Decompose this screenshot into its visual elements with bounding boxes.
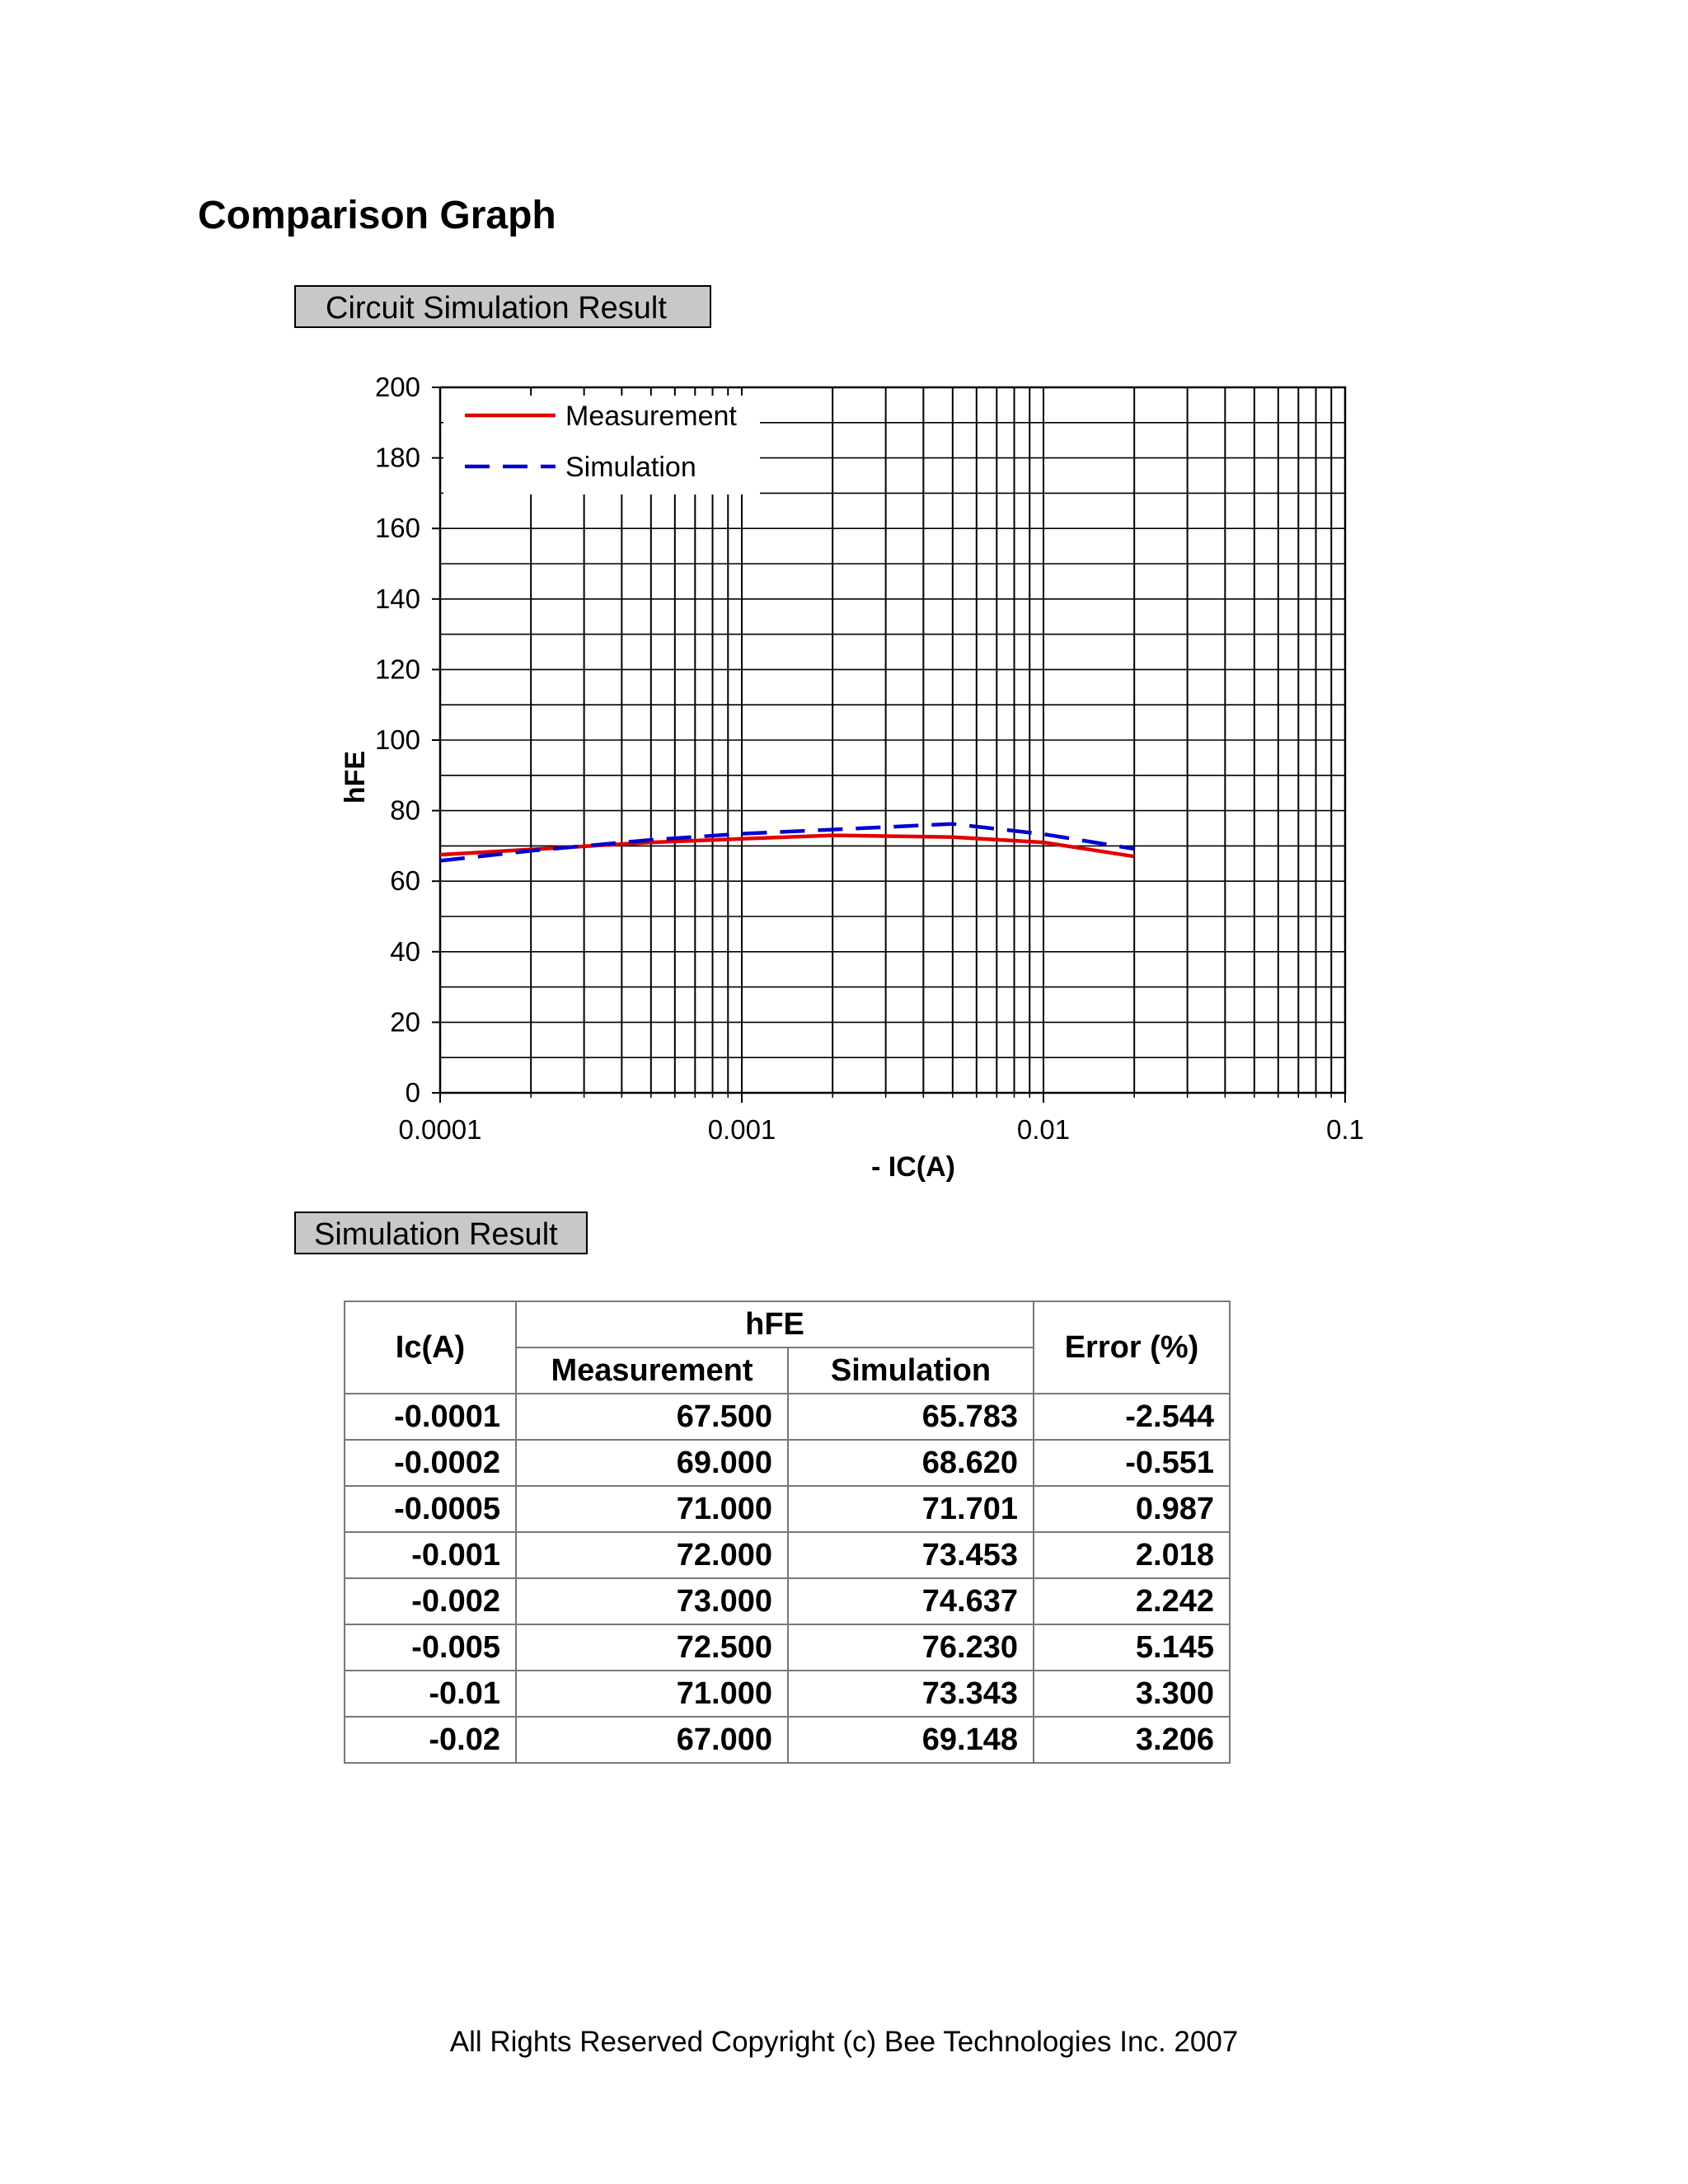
cell-error: -2.544 <box>1034 1394 1230 1440</box>
y-tick-label: 180 <box>374 442 420 473</box>
cell-measurement: 67.000 <box>516 1717 788 1763</box>
chart-legend <box>443 396 760 494</box>
header-ic: Ic(A) <box>345 1301 516 1394</box>
y-tick-label: 100 <box>374 724 420 755</box>
cell-ic: -0.01 <box>345 1671 516 1717</box>
cell-ic: -0.001 <box>345 1532 516 1578</box>
copyright-notice: All Rights Reserved Copyright (c) Bee Technologies Inc. 2007 <box>449 2026 1239 2058</box>
cell-measurement: 73.000 <box>516 1578 788 1624</box>
cell-error: 0.987 <box>1034 1486 1230 1532</box>
header-simulation: Simulation <box>788 1347 1034 1394</box>
circuit-simulation-result-label: Circuit Simulation Result <box>294 285 711 328</box>
header-measurement: Measurement <box>516 1347 788 1394</box>
cell-error: 2.018 <box>1034 1532 1230 1578</box>
cell-error: 2.242 <box>1034 1578 1230 1624</box>
cell-error: 3.300 <box>1034 1671 1230 1717</box>
results-table <box>344 1301 1231 1764</box>
cell-simulation: 71.701 <box>788 1486 1034 1532</box>
table-row <box>345 1394 1230 1440</box>
legend-label-simulation: Simulation <box>565 452 696 483</box>
cell-simulation: 73.343 <box>788 1671 1034 1717</box>
cell-simulation: 69.148 <box>788 1717 1034 1763</box>
cell-measurement: 72.500 <box>516 1624 788 1671</box>
cell-error: 5.145 <box>1034 1624 1230 1671</box>
table-row <box>345 1578 1230 1624</box>
cell-simulation: 73.453 <box>788 1532 1034 1578</box>
table-row <box>345 1440 1230 1486</box>
header-hfe: hFE <box>516 1301 1034 1347</box>
y-tick-label: 80 <box>390 794 420 826</box>
y-tick-label: 40 <box>390 935 420 967</box>
cell-ic: -0.0002 <box>345 1440 516 1486</box>
x-tick-label: 0.01 <box>1016 1114 1071 1145</box>
table-row <box>345 1717 1230 1763</box>
table-row <box>345 1486 1230 1532</box>
y-tick-label: 120 <box>374 654 420 685</box>
simulation-result-label: Simulation Result <box>294 1212 588 1254</box>
y-tick-label: 160 <box>374 513 420 544</box>
y-tick-label: 200 <box>374 372 420 402</box>
table-row <box>345 1532 1230 1578</box>
cell-error: 3.206 <box>1034 1717 1230 1763</box>
y-tick-label: 20 <box>390 1006 420 1038</box>
y-tick-label: 60 <box>390 865 420 897</box>
y-axis-title: hFE <box>340 750 371 804</box>
cell-ic: -0.0005 <box>345 1486 516 1532</box>
table-row <box>345 1624 1230 1671</box>
cell-measurement: 69.000 <box>516 1440 788 1486</box>
y-tick-label: 0 <box>405 1077 420 1108</box>
cell-simulation: 76.230 <box>788 1624 1034 1671</box>
cell-ic: -0.002 <box>345 1578 516 1624</box>
x-tick-label: 0.001 <box>707 1114 776 1145</box>
cell-simulation: 65.783 <box>788 1394 1034 1440</box>
y-tick-label: 140 <box>374 583 420 614</box>
cell-simulation: 74.637 <box>788 1578 1034 1624</box>
legend-label-measurement: Measurement <box>565 401 737 432</box>
cell-measurement: 71.000 <box>516 1671 788 1717</box>
cell-ic: -0.005 <box>345 1624 516 1671</box>
cell-ic: -0.0001 <box>345 1394 516 1440</box>
x-tick-label: 0.0001 <box>398 1114 482 1145</box>
cell-measurement: 67.500 <box>516 1394 788 1440</box>
cell-error: -0.551 <box>1034 1440 1230 1486</box>
header-error: Error (%) <box>1034 1301 1230 1394</box>
table-row <box>345 1671 1230 1717</box>
cell-measurement: 71.000 <box>516 1486 788 1532</box>
cell-simulation: 68.620 <box>788 1440 1034 1486</box>
x-axis-title: - IC(A) <box>871 1151 955 1183</box>
x-tick-label: 0.1 <box>1326 1114 1364 1145</box>
page-title: Comparison Graph <box>198 194 556 237</box>
cell-ic: -0.02 <box>345 1717 516 1763</box>
cell-measurement: 72.000 <box>516 1532 788 1578</box>
